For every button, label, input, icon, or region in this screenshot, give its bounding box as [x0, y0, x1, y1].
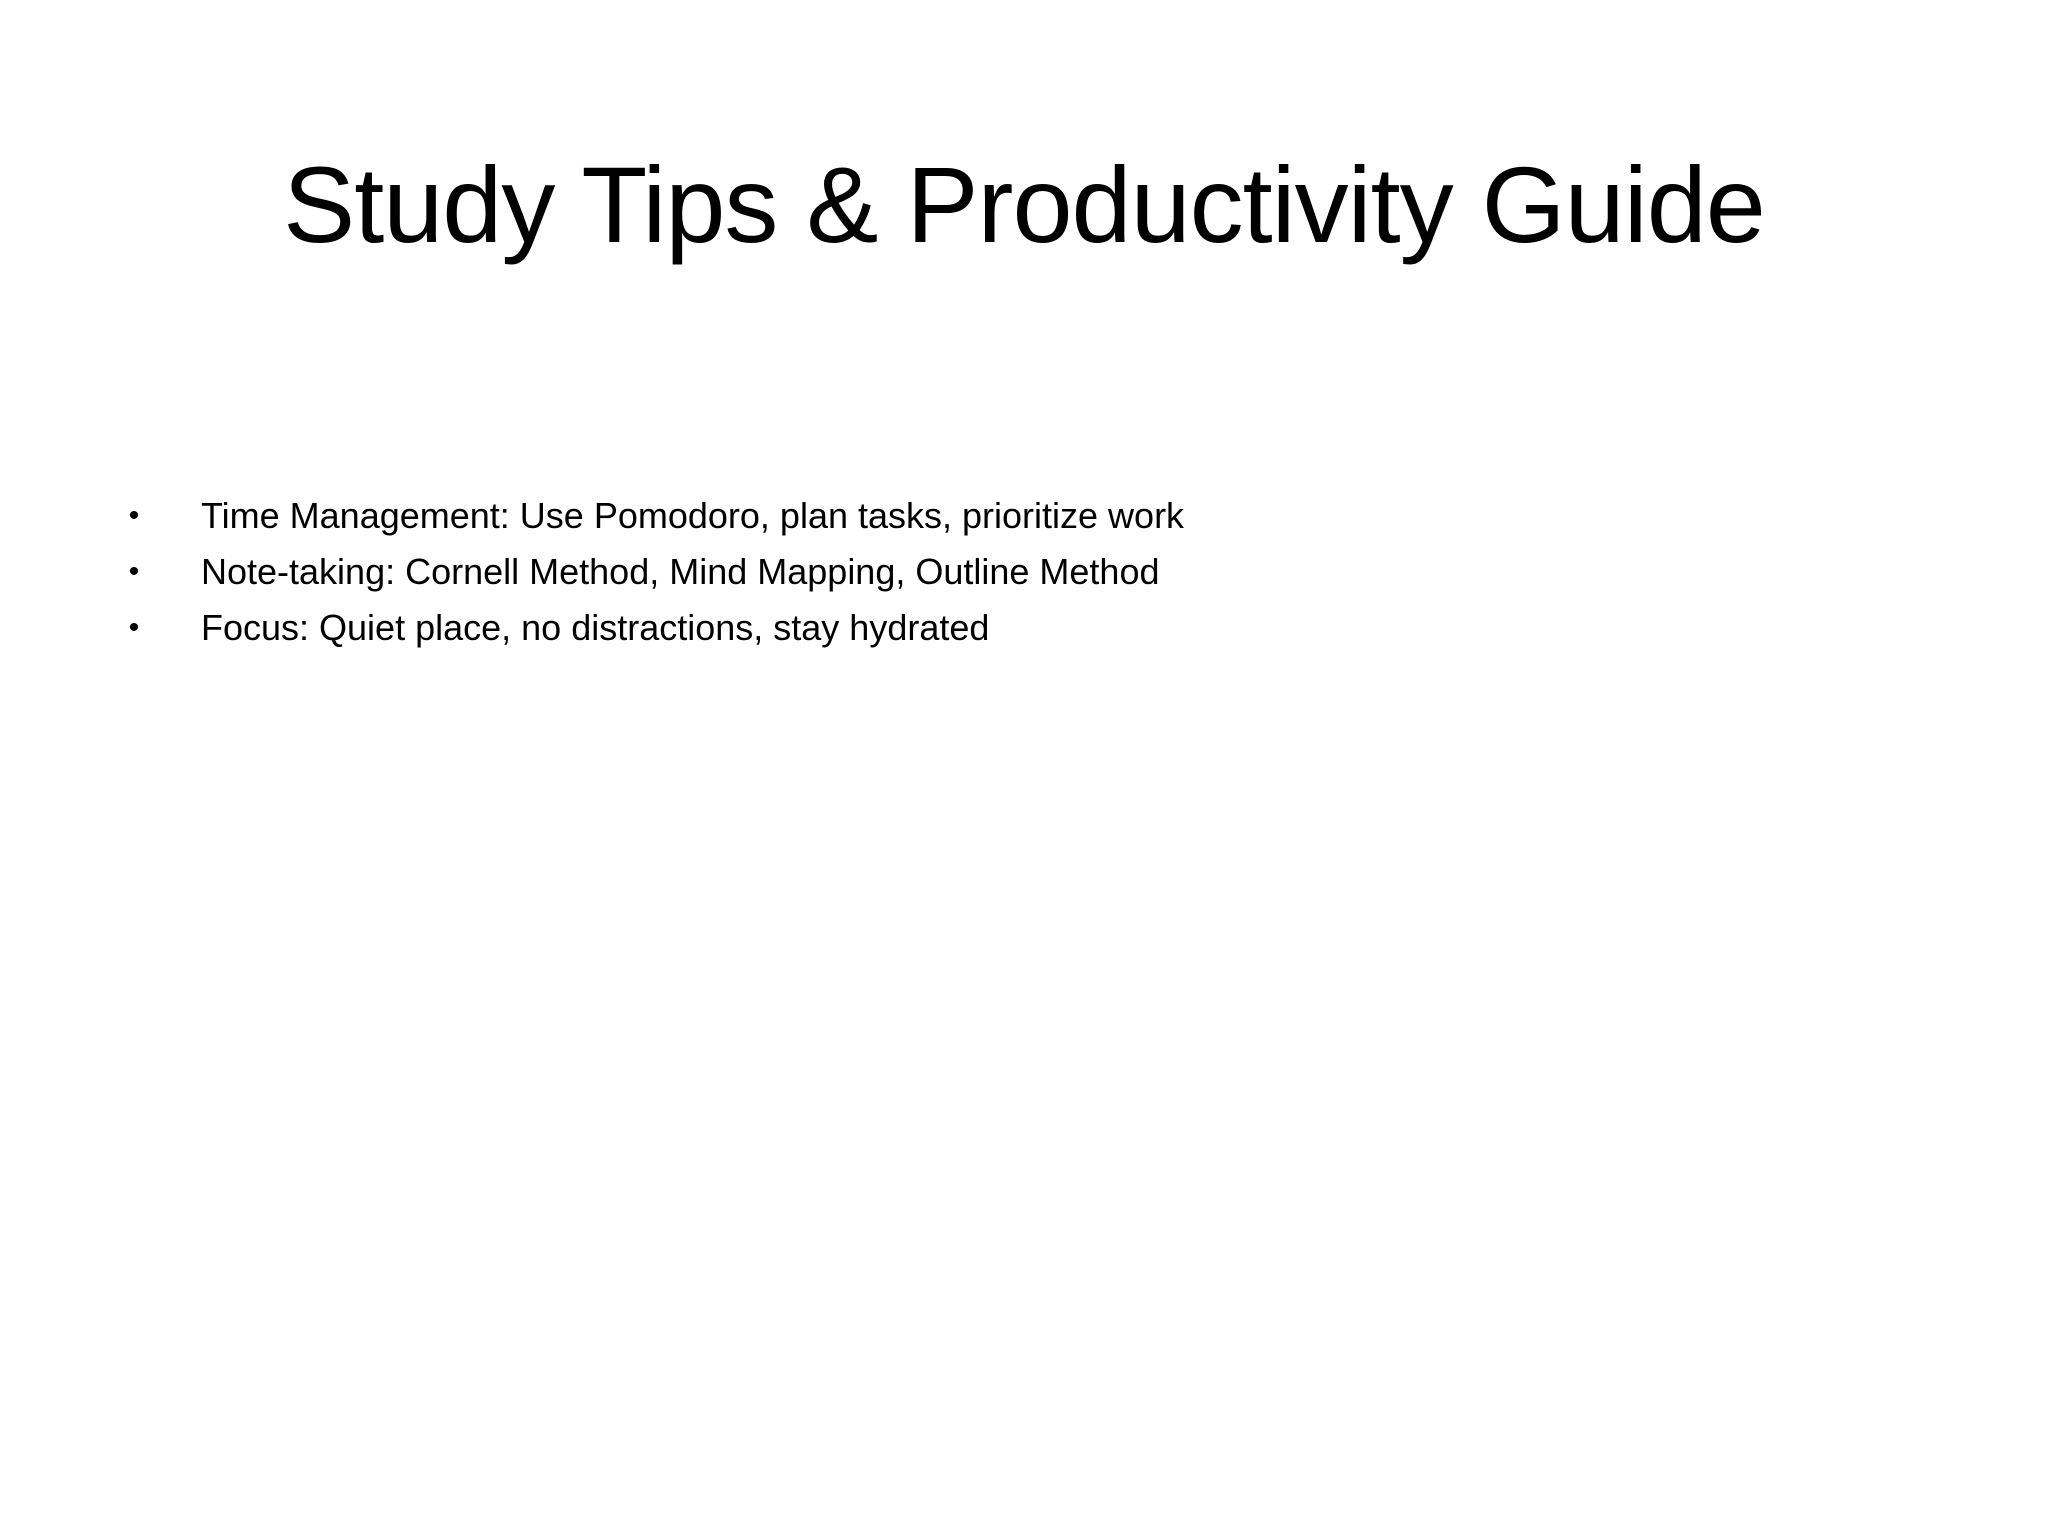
bullet-item	[0, 600, 2048, 656]
bullet-text-note-taking: Note-taking: Cornell Method, Mind Mapping, Outline Method	[201, 551, 1160, 592]
bullet-text-focus: Focus: Quiet place, no distractions, stay hydrated	[201, 607, 990, 648]
bullet-text-time-management: Time Management: Use Pomodoro, plan tasks, prioritize work	[201, 495, 1185, 536]
bullet-icon: •	[128, 499, 140, 532]
bullet-list	[0, 488, 2048, 656]
slide-title: Study Tips & Productivity Guide	[283, 144, 1765, 265]
bullet-item	[0, 488, 2048, 544]
bullet-icon: •	[128, 555, 140, 588]
bullet-item	[0, 544, 2048, 600]
bullet-icon: •	[128, 611, 140, 644]
